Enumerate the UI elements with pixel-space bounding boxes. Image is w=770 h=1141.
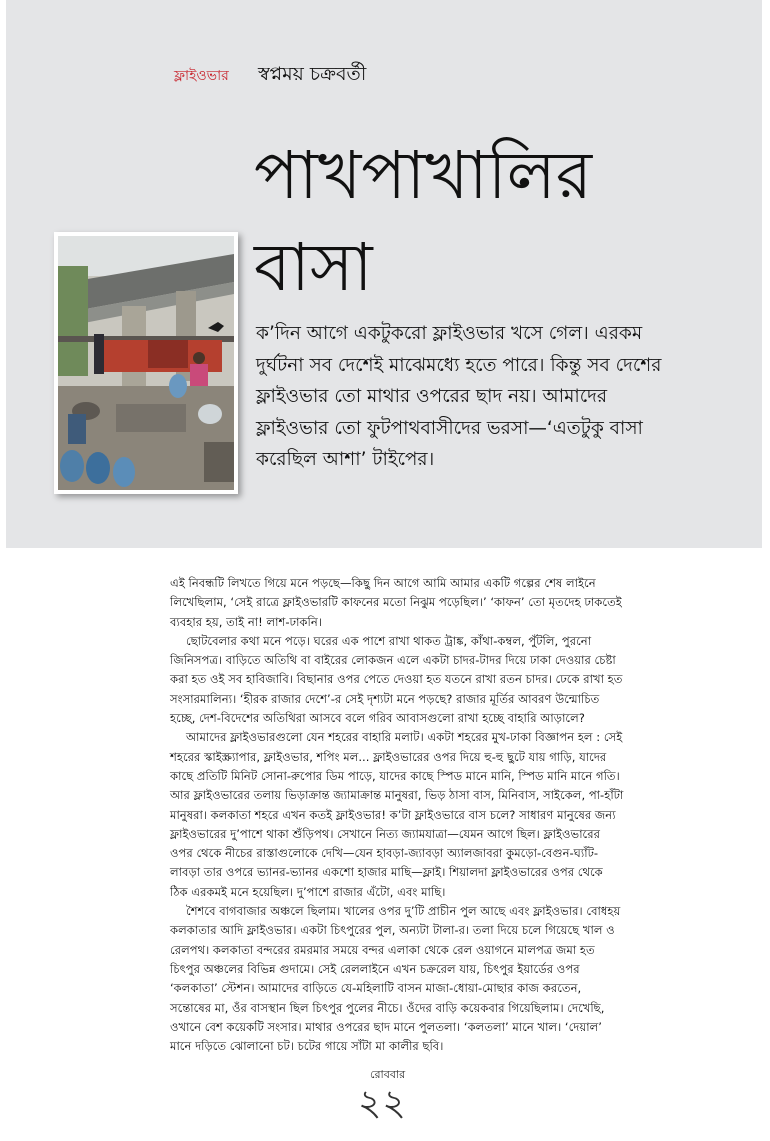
author-byline: স্বপ্নময় চক্রবর্তী [258,63,367,85]
headline-line-2: বাসা [254,229,373,306]
flyover-photo-image [58,236,234,490]
body-paragraph-4: শৈশবে বাগবাজার অঞ্চলে ছিলাম। খালের ওপর দু’টি প্রাচীন পুল আছে এবং ফ্লাইওভার। বোধহয় কলকাতার আদি ফ্লাইওভার। একটা চিৎপুরের পুল, অন্যটা টালা-র। তলা দিয়ে চলে গিয়েছে খাল ও রেলপথ। কলকাতা বন্দরের রমরমার সময়ে বন্দর এলাকা থেকে রেল ওয়াগনে মালপত্র জমা হত চিৎপুর অঞ্চলের বিভিন্ন গুদামে। সেই রেললাইনে এখন চক্ররেল যায়, চিৎপুর ইয়ার্ডের ওপর ‘কলকাতা’ স্টেশন। আমাদের বাড়িতে যে-মহিলাটি বাসন মাজা-ধোয়া-মোছার কাজ করতেন, সন্তোষের মা, ওঁর বাসস্থান ছিল চিৎপুর পুলের নীচে। ওঁদের বাড়ি কয়েকবার গিয়েছিলাম। দেখেছি, ওখানে বেশ কয়েকটি সংসার। মাথার ওপরের ছাদ মানে পুলতলা। ‘কলতলা’ মানে খাল। ‘দেয়াল’ মানে দড়িতে ঝোলানো চট। চটের গায়ে সাঁটা মা কালীর ছবি। [170,904,621,1054]
flyover-photo [54,232,238,494]
body-paragraph-2: ছোটবেলার কথা মনে পড়ে। ঘরের এক পাশে রাখা থাকত ট্রাঙ্ক, কাঁথা-কম্বল, পুঁটলি, পুরনো জিনিসপত্র। বাড়িতে অতিথি বা বাইরের লোকজন এলে একটা চাদর-টাদর দিয়ে ঢাকা দেওয়ার চেষ্টা করা হত ওই সব হাবিজাবি। বিছানার ওপর পেতে দেওয়া হত যতনে রাখা রতন চাদর। ঢেকে রাখা হত সংসারমালিন্য। ‘হীরক রাজার দেশে’-র সেই দৃশ্যটা মনে পড়ছে? রাজার মূর্তির আবরণ উন্মোচিত হচ্ছে, দেশ-বিদেশের অতিথিরা আসবে বলে গরিব আবাসগুলো রাখা হচ্ছে বাহারি আড়ালে? [170,633,623,726]
article-headline [254,130,734,314]
body-paragraph-3: আমাদের ফ্লাইওভারগুলো যেন শহরের বাহারি মলাট। একটা শহরের মুখ-ঢাকা বিজ্ঞাপন হল : সেই শহরের স্কাইস্ক্র্যাপার, ফ্লাইওভার, শপিং মল... ফ্লাইওভারের ওপর দিয়ে হু-হু ছুটে যায় গাড়ি, যাদের কাছে প্রতিটি মিনিট সোনা-রুপোর ডিম পাড়ে, যাদের কাছে স্পিড মানে মানি, স্পিড মানি মানে গতি। আর ফ্লাইওভারের তলায় ভিড়াক্রান্ত জ্যামাক্রান্ত মানুষরা, ভিড় ঠাসা বাস, মিনিবাস, সাইকেল, পা-হাঁটা মানুষরা। কলকাতা শহরে এখন কতই ফ্লাইওভার! ক’টা ফ্লাইওভারে বাস চলে? সাধারণ মানুষের জন্য ফ্লাইওভারের দু’পাশে থাকা শুঁড়িপথ। সেখানে নিত্য জ্যামযাত্রা—যেমন আগে ছিল। ফ্লাইওভারের ওপর থেকে নীচের রাস্তাগুলোকে দেখি—যেন হাবড়া-জ্যাবড়া অ্যালজাবরা কুমড়ো-বেগুন-ঘ্যাঁট-লাবড়া তার ওপরে ভ্যানর-ভ্যানর একশো হাজার মাছি—ফ্লাই। শিয়ালদা ফ্লাইওভারের ওপর থেকে ঠিক এরকমই মনে হয়েছিল। দু’পাশে রাজার এঁটো, এবং মাছি। [170,730,624,899]
body-paragraph-1: এই নিবন্ধটি লিখতে গিয়ে মনে পড়ছে—কিছু দিন আগে আমি আমার একটি গল্পের শেষ লাইনে লিখেছিলাম, ‘সেই রাত্রে ফ্লাইওভারটি কাফনের মতো নিঝুম পড়েছিল।’ ‘কাফন’ তো মৃতদেহ ঢাকতেই ব্যবহার হয়, তাই না! লাশ-ঢাকনি। [170,576,622,629]
section-tag: ফ্লাইওভার [174,68,229,84]
article-dek: ক’দিন আগে একটুকরো ফ্লাইওভার খসে গেল। এরকম দুর্ঘটনা সব দেশেই মাঝেমধ্যে হতে পারে। কিন্তু সব দেশের ফ্লাইওভার তো মাথার ওপরের ছাদ নয়। আমাদের ফ্লাইওভার তো ফুটপাথবাসীদের ভরসা—‘এতটুকু বাসা করেছিল আশা’ টাইপের। [256,323,662,470]
headline-line-1: পাখপাখালির [254,137,593,214]
article-body [170,574,624,1056]
magazine-label: রোববার [370,1068,406,1081]
page-number: ২২ [358,1083,407,1124]
